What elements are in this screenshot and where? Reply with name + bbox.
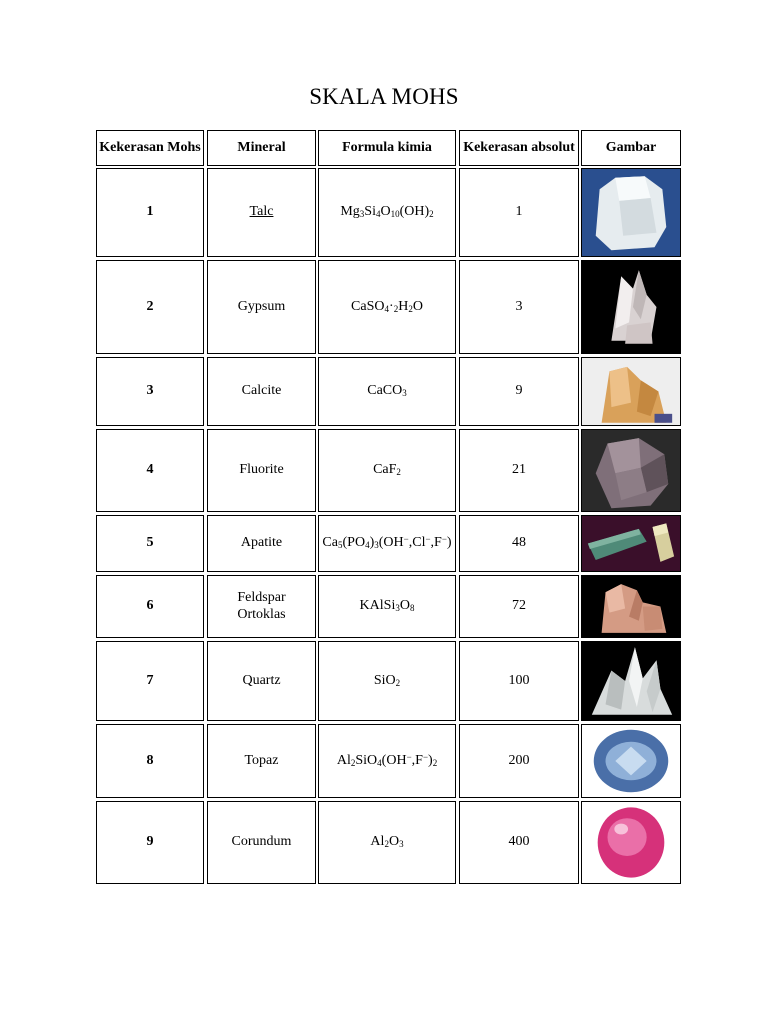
- mohs-hardness-cell: 5: [96, 515, 204, 572]
- apatite-crystal-photo: [582, 516, 680, 571]
- chemical-formula: SiO$_2$: [373, 672, 401, 688]
- chemical-formula: $CaSO_4\cdot_2H_2O$: [351, 298, 423, 314]
- gypsum-crystal-photo: [582, 261, 680, 353]
- header-absolute: Kekerasan absolut: [459, 130, 579, 166]
- mineral-image-cell: [581, 575, 681, 638]
- mohs-hardness-cell: 8: [96, 724, 204, 798]
- mohs-hardness-cell: 6: [96, 575, 204, 638]
- mineral-name: Fluorite: [239, 462, 284, 478]
- absolute-hardness-cell: 200: [459, 724, 579, 798]
- corundum-gem-photo: [582, 802, 680, 883]
- header-mohs: Kekerasan Mohs: [96, 130, 204, 166]
- absolute-hardness-cell: 21: [459, 429, 579, 512]
- mineral-name: Quartz: [242, 672, 281, 688]
- mohs-hardness-cell: 9: [96, 801, 204, 884]
- absolute-hardness-cell: 48: [459, 515, 579, 572]
- absolute-hardness-cell: 400: [459, 801, 579, 884]
- mohs-hardness-cell: 3: [96, 357, 204, 426]
- orthoclase-crystal-photo: [582, 576, 680, 637]
- mineral-image-cell: [581, 641, 681, 721]
- header-formula: Formula kimia: [318, 130, 456, 166]
- absolute-hardness-cell: 1: [459, 168, 579, 257]
- absolute-hardness-cell: 9: [459, 357, 579, 426]
- mineral-name: Topaz: [244, 752, 279, 768]
- mineral-name-cell: [207, 260, 316, 354]
- mineral-name: Apatite: [240, 535, 283, 551]
- mineral-name: Corundum: [231, 834, 292, 850]
- chemical-formula: CaF$_2$: [373, 462, 401, 478]
- topaz-gem-photo: [582, 725, 680, 797]
- mohs-hardness-cell: 7: [96, 641, 204, 721]
- mineral-image-cell: [581, 357, 681, 426]
- mineral-image-cell: [581, 260, 681, 354]
- mineral-name-cell: [207, 515, 316, 572]
- mineral-image-cell: [581, 515, 681, 572]
- chemical-formula: $KAlSi_3O_8$: [359, 598, 415, 614]
- chemical-formula: $Al_2SiO_4(OH^-,F^-)_2$: [336, 751, 438, 768]
- header-image: Gambar: [581, 130, 681, 166]
- chemical-formula-cell: [318, 168, 456, 257]
- mineral-name-cell: [207, 575, 316, 638]
- chemical-formula: $Mg_3Si_4O_{10}(OH)_2$: [340, 204, 434, 220]
- mineral-name-cell: [207, 641, 316, 721]
- absolute-hardness-cell: 3: [459, 260, 579, 354]
- mineral-image-cell: [581, 801, 681, 884]
- mineral-name: Calcite: [241, 383, 282, 399]
- mineral-name-cell: [207, 429, 316, 512]
- chemical-formula-cell: [318, 801, 456, 884]
- mineral-image-cell: [581, 724, 681, 798]
- fluorite-crystal-photo: [582, 430, 680, 511]
- mineral-name: Gypsum: [237, 298, 286, 314]
- chemical-formula: CaCO$_3$: [367, 383, 407, 399]
- chemical-formula-cell: [318, 641, 456, 721]
- absolute-hardness-cell: 100: [459, 641, 579, 721]
- chemical-formula: $Al_2O_3$: [370, 834, 404, 850]
- chemical-formula-cell: [318, 260, 456, 354]
- absolute-hardness-cell: 72: [459, 575, 579, 638]
- page-title: SKALA MOHS: [309, 84, 459, 109]
- chemical-formula-cell: [318, 429, 456, 512]
- mohs-hardness-cell: 1: [96, 168, 204, 257]
- mineral-name-cell: [207, 801, 316, 884]
- mineral-name: Talc: [249, 204, 274, 220]
- mineral-name-cell: [207, 724, 316, 798]
- mineral-name-cell: [207, 357, 316, 426]
- quartz-crystal-photo: [582, 642, 680, 720]
- header-mineral: Mineral: [207, 130, 316, 166]
- mineral-name: Feldspar Ortoklas: [237, 590, 286, 622]
- mohs-hardness-cell: 4: [96, 429, 204, 512]
- mohs-hardness-cell: 2: [96, 260, 204, 354]
- mineral-name-cell: [207, 168, 316, 257]
- calcite-crystal-photo: [582, 358, 680, 425]
- chemical-formula-cell: [318, 724, 456, 798]
- mineral-image-cell: [581, 168, 681, 257]
- mineral-image-cell: [581, 429, 681, 512]
- talc-mineral-photo: [582, 169, 680, 256]
- chemical-formula: $Ca_5(PO_4)_3(OH^-,Cl^-,F^-)$: [322, 534, 452, 551]
- chemical-formula-cell: [318, 515, 456, 572]
- chemical-formula-cell: [318, 575, 456, 638]
- chemical-formula-cell: [318, 357, 456, 426]
